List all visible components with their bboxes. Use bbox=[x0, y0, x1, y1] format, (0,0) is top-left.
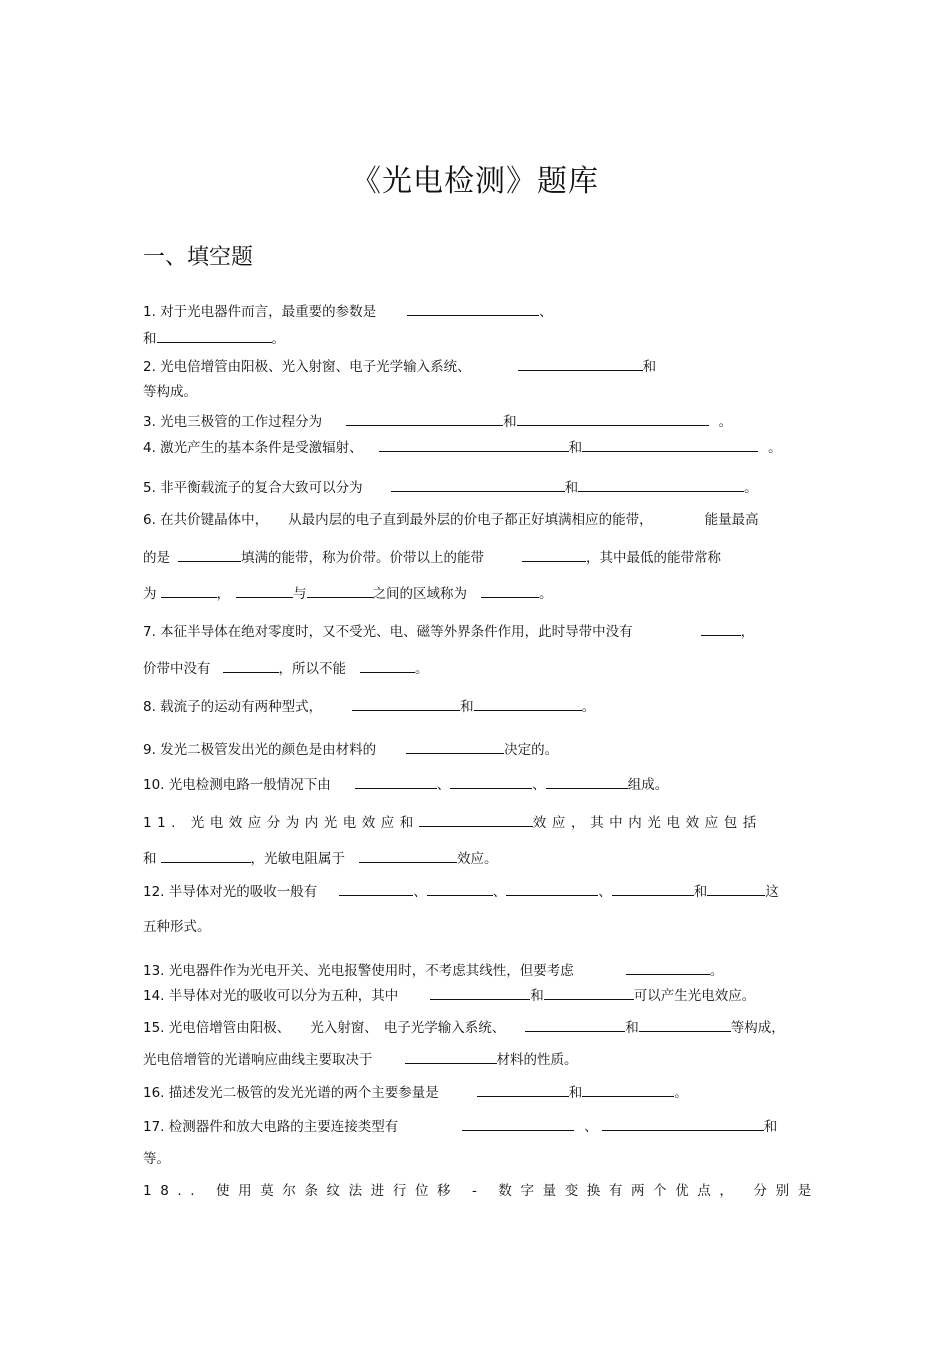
answer-blank[interactable] bbox=[578, 478, 744, 492]
answer-blank[interactable] bbox=[626, 961, 710, 975]
answer-blank[interactable] bbox=[307, 584, 373, 598]
question-text: 和 bbox=[642, 359, 657, 375]
question-text: 5. 非平衡载流子的复合大致可以分为 bbox=[143, 480, 363, 496]
question-text: 。 bbox=[581, 699, 596, 715]
answer-blank[interactable] bbox=[612, 882, 694, 896]
question-text: 光入射窗、 bbox=[310, 1020, 378, 1036]
section-heading: 一、填空题 bbox=[143, 245, 254, 270]
question-text: 从最内层的电子直到最外层的价电子都正好填满相应的能带， bbox=[288, 512, 653, 528]
question-text: ，其中最低的能带常称 bbox=[586, 550, 721, 566]
separator: 、 bbox=[436, 777, 451, 793]
answer-blank[interactable] bbox=[355, 775, 437, 789]
answer-blank[interactable] bbox=[517, 412, 709, 426]
question-text: 16. 描述发光二极管的发光光谱的两个主要参量是 bbox=[143, 1085, 439, 1101]
question-text: 。 bbox=[415, 661, 429, 677]
question-text: ， bbox=[216, 586, 230, 602]
answer-blank[interactable] bbox=[582, 1083, 674, 1097]
question-6-line-2 bbox=[143, 548, 721, 567]
question-text: ，所以不能 bbox=[278, 661, 346, 677]
answer-blank[interactable] bbox=[518, 357, 643, 371]
question-text: 决定的。 bbox=[504, 742, 559, 758]
separator: 、 bbox=[532, 777, 546, 793]
question-text: 分别是 bbox=[753, 1183, 820, 1199]
question-text: 1. 对于光电器件而言，最重要的参数是 bbox=[143, 304, 377, 320]
answer-blank[interactable] bbox=[506, 882, 598, 896]
answer-blank[interactable] bbox=[406, 740, 504, 754]
question-text: 14. 半导体对光的吸收可以分为五种，其中 bbox=[143, 988, 399, 1004]
question-text: 效应，其中内光电效应包括 bbox=[532, 815, 762, 831]
question-16 bbox=[143, 1083, 688, 1102]
answer-blank[interactable] bbox=[639, 1018, 731, 1032]
question-17-line-2 bbox=[143, 1150, 170, 1168]
answer-blank[interactable] bbox=[161, 584, 217, 598]
answer-blank[interactable] bbox=[582, 438, 758, 452]
question-text: 和 bbox=[763, 1119, 778, 1135]
question-text: 与 bbox=[293, 586, 307, 602]
question-2-line-2 bbox=[143, 383, 197, 401]
answer-blank[interactable] bbox=[405, 1050, 497, 1064]
question-text: 能量最高 bbox=[704, 512, 759, 528]
question-text: 光电倍增管的光谱响应曲线主要取决于 bbox=[143, 1052, 373, 1068]
question-3 bbox=[143, 412, 732, 431]
question-text: ，光敏电阻属于 bbox=[250, 851, 345, 867]
question-text: 为 bbox=[143, 586, 157, 602]
question-text: 电子光学输入系统、 bbox=[383, 1020, 506, 1036]
answer-blank[interactable] bbox=[701, 622, 741, 636]
question-2-line-1 bbox=[143, 357, 656, 376]
question-6-line-3 bbox=[143, 584, 553, 603]
question-8 bbox=[143, 697, 595, 716]
answer-blank[interactable] bbox=[427, 882, 493, 896]
question-text: 填满的能带，称为价带。价带以上的能带 bbox=[241, 550, 484, 566]
answer-blank[interactable] bbox=[481, 584, 539, 598]
question-text: 12. 半导体对光的吸收一般有 bbox=[143, 884, 318, 900]
answer-blank[interactable] bbox=[157, 329, 272, 343]
question-1-line-2 bbox=[143, 329, 285, 348]
question-text: 这 bbox=[765, 884, 779, 900]
question-12-line-2 bbox=[143, 918, 211, 936]
question-text: 和 bbox=[143, 331, 157, 347]
question-text: 17. 检测器件和放大电路的主要连接类型有 bbox=[143, 1119, 399, 1135]
answer-blank[interactable] bbox=[450, 775, 532, 789]
answer-blank[interactable] bbox=[544, 986, 634, 1000]
answer-blank[interactable] bbox=[161, 849, 251, 863]
question-text: 。 bbox=[271, 331, 285, 347]
question-text: 五种形式。 bbox=[143, 919, 211, 935]
answer-blank[interactable] bbox=[352, 697, 460, 711]
question-text: 价带中没有 bbox=[143, 661, 211, 677]
question-18 bbox=[143, 1182, 820, 1200]
answer-blank[interactable] bbox=[359, 849, 457, 863]
question-text: 15. 光电倍增管由阳极、 bbox=[143, 1020, 291, 1036]
answer-blank[interactable] bbox=[379, 438, 569, 452]
separator: 、 bbox=[413, 884, 427, 900]
question-4 bbox=[143, 438, 782, 457]
answer-blank[interactable] bbox=[407, 302, 539, 316]
answer-blank[interactable] bbox=[178, 548, 241, 562]
question-9 bbox=[143, 740, 558, 759]
answer-blank[interactable] bbox=[525, 1018, 625, 1032]
question-text: 3. 光电三极管的工作过程分为 bbox=[143, 414, 323, 430]
answer-blank[interactable] bbox=[236, 584, 293, 598]
question-13 bbox=[143, 961, 723, 980]
question-15-line-2 bbox=[143, 1050, 578, 1069]
page-title: 《光电检测》题库 bbox=[351, 164, 599, 199]
question-text: 的是 bbox=[143, 550, 170, 566]
answer-blank[interactable] bbox=[223, 659, 279, 673]
question-text: 4. 激光产生的基本条件是受激辐射、 bbox=[143, 440, 363, 456]
question-text: 之间的区域称为 bbox=[372, 586, 467, 602]
question-17-line-1 bbox=[143, 1117, 777, 1136]
question-12-line-1 bbox=[143, 882, 779, 901]
question-text: 和 bbox=[625, 1020, 639, 1036]
answer-blank[interactable] bbox=[360, 659, 415, 673]
question-text: 7. 本征半导体在绝对零度时，又不受光、电、磁等外界条件作用，此时导带中没有 bbox=[143, 624, 633, 640]
question-text: 材料的性质。 bbox=[496, 1052, 578, 1068]
answer-blank[interactable] bbox=[477, 1083, 569, 1097]
answer-blank[interactable] bbox=[430, 986, 530, 1000]
question-text: 6. 在共价键晶体中， bbox=[143, 512, 269, 528]
question-11-line-1 bbox=[143, 813, 762, 832]
question-text: 等。 bbox=[143, 1151, 170, 1167]
answer-blank[interactable] bbox=[346, 412, 503, 426]
question-6-line-1 bbox=[143, 511, 759, 529]
answer-blank[interactable] bbox=[419, 813, 533, 827]
answer-blank[interactable] bbox=[462, 1117, 574, 1131]
question-text: 8. 载流子的运动有两种型式， bbox=[143, 699, 323, 715]
question-text: 11. 光电效应分为内光电效应和 bbox=[143, 815, 419, 831]
question-text: 组成。 bbox=[627, 777, 669, 793]
question-text: 9. 发光二极管发出光的颜色是由材料的 bbox=[143, 742, 377, 758]
question-5 bbox=[143, 478, 758, 497]
question-text: 和 bbox=[143, 851, 157, 867]
question-text: 可以产生光电效应。 bbox=[633, 988, 756, 1004]
question-11-line-2 bbox=[143, 849, 498, 868]
answer-blank[interactable] bbox=[391, 478, 565, 492]
question-text: 和 bbox=[460, 699, 474, 715]
question-text: 10. 光电检测电路一般情况下由 bbox=[143, 777, 331, 793]
question-text: 。 bbox=[718, 414, 733, 430]
question-text: 。 bbox=[539, 586, 553, 602]
question-text: ， bbox=[740, 624, 755, 640]
question-text: 。 bbox=[674, 1085, 688, 1101]
separator: 、 bbox=[598, 884, 612, 900]
separator: 、 bbox=[584, 1119, 598, 1135]
question-text: 效应。 bbox=[457, 851, 498, 867]
answer-blank[interactable] bbox=[474, 697, 582, 711]
answer-blank[interactable] bbox=[602, 1117, 764, 1131]
question-text: 和 bbox=[564, 480, 579, 496]
answer-blank[interactable] bbox=[339, 882, 413, 896]
answer-blank[interactable] bbox=[546, 775, 628, 789]
question-text: 等构成， bbox=[730, 1020, 785, 1036]
question-15-line-1 bbox=[143, 1018, 785, 1037]
question-text: 。 bbox=[744, 480, 758, 496]
question-14 bbox=[143, 986, 755, 1005]
separator: 、 bbox=[492, 884, 507, 900]
question-10 bbox=[143, 775, 668, 794]
question-text: 。 bbox=[709, 963, 724, 979]
question-7-line-1 bbox=[143, 622, 754, 641]
question-text: 和 bbox=[568, 1085, 583, 1101]
question-text: 18.. 使用莫尔条纹法进行位移 - 数字量变换有两个优点， bbox=[143, 1183, 742, 1199]
question-text: 和 bbox=[693, 884, 708, 900]
question-text: 等构成。 bbox=[143, 384, 197, 400]
question-text: 2. 光电倍增管由阳极、光入射窗、电子光学输入系统、 bbox=[143, 359, 471, 375]
question-7-line-2 bbox=[143, 659, 429, 678]
question-text: 和 bbox=[568, 440, 583, 456]
separator: 、 bbox=[539, 304, 553, 320]
question-text: 和 bbox=[530, 988, 544, 1004]
answer-blank[interactable] bbox=[707, 882, 765, 896]
question-1-line-1 bbox=[143, 302, 553, 321]
question-text: 和 bbox=[503, 414, 517, 430]
answer-blank[interactable] bbox=[522, 548, 586, 562]
question-text: 13. 光电器件作为光电开关、光电报警使用时，不考虑其线性，但要考虑 bbox=[143, 963, 574, 979]
question-text: 。 bbox=[768, 440, 782, 456]
